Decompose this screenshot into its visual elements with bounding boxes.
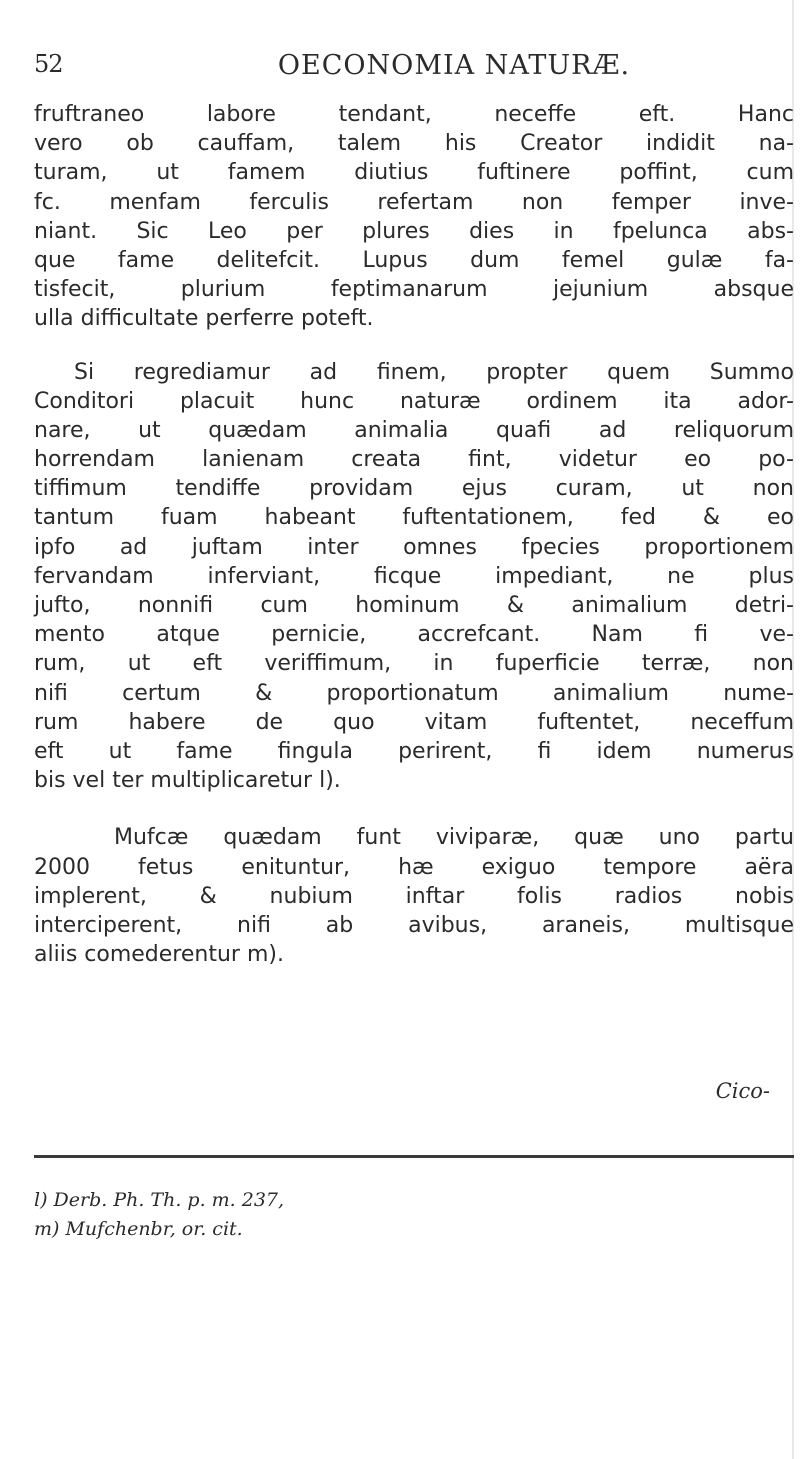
text-line: mento atque pernicie, accrefcant. Nam fi ve- <box>34 622 794 648</box>
text-line: nifi certum & proportionatum animalium nume- <box>34 680 794 706</box>
footnotes <box>34 1186 794 1244</box>
text-line: fc. menfam ferculis refertam non femper inve- <box>34 189 794 215</box>
body-text <box>34 100 794 969</box>
paragraph-2 <box>34 358 794 796</box>
footnote: l) Derb. Ph. Th. p. m. 237, <box>34 1189 285 1211</box>
text-line: rum habere de quo vitam fuftentet, neceffum <box>34 709 794 735</box>
text-line: horrendam lanienam creata fint, videtur eo po- <box>34 447 794 473</box>
paragraph-1 <box>34 100 794 334</box>
text-line: 2000 fetus enituntur, hæ exiguo tempore aëra <box>34 854 794 880</box>
text-line: ulla difficultate perferre poteft. <box>34 306 374 332</box>
paragraph-3 <box>34 823 794 969</box>
text-line: eft ut fame fingula perirent, fi idem numerus <box>34 738 794 764</box>
text-line: Mufcæ quædam funt viviparæ, quæ uno partu <box>114 825 794 851</box>
page-number: 52 <box>34 50 63 78</box>
text-line: aliis comederentur m). <box>34 942 284 968</box>
text-line: implerent, & nubium inftar folis radios nobis <box>34 883 794 909</box>
text-line: jufto, nonnifi cum hominum & animalium detri- <box>34 593 794 618</box>
text-line: tiffimum tendiffe providam ejus curam, ut non <box>34 476 794 502</box>
text-line: nare, ut quædam animalia quafi ad reliquorum <box>34 417 794 443</box>
text-line: vero ob cauffam, talem his Creator indidit na- <box>34 131 794 157</box>
text-line: tisfecit, plurium feptimanarum jejunium absque <box>34 277 794 303</box>
text-line: fruftraneo labore tendant, neceffe eft. Hanc <box>34 102 794 127</box>
running-head: OECONOMIA NATURÆ. <box>277 50 631 81</box>
text-line: fervandam inferviant, ficque impediant, ne plus <box>34 563 794 589</box>
text-line: que fame delitefcit. Lupus dum femel gulæ fa- <box>34 247 794 273</box>
text-line: turam, ut famem diutius fuftinere poffint, cum <box>34 160 794 186</box>
paragraph-gap <box>34 334 794 358</box>
catchword: Cico- <box>715 1079 770 1103</box>
text-line: Si regrediamur ad finem, propter quem Summo <box>74 359 794 385</box>
text-line: bis vel ter multiplicaretur l). <box>34 768 341 794</box>
footnote: m) Mufchenbr, or. cit. <box>34 1218 243 1240</box>
text-line: rum, ut eft veriffimum, in fuperficie terræ, non <box>34 651 794 677</box>
text-line: interciperent, nifi ab avibus, araneis, multisque <box>34 912 794 938</box>
text-line: tantum fuam habeant fuftentationem, fed & eo <box>34 505 794 531</box>
text-line: ipfo ad juftam inter omnes fpecies proportionem <box>34 534 794 560</box>
page-header <box>34 40 784 84</box>
footnote-rule <box>34 1155 794 1158</box>
text-line: Conditori placuit hunc naturæ ordinem ita ador- <box>34 388 794 414</box>
text-line: niant. Sic Leo per plures dies in fpelunca abs- <box>34 218 794 244</box>
paragraph-gap <box>34 795 794 823</box>
